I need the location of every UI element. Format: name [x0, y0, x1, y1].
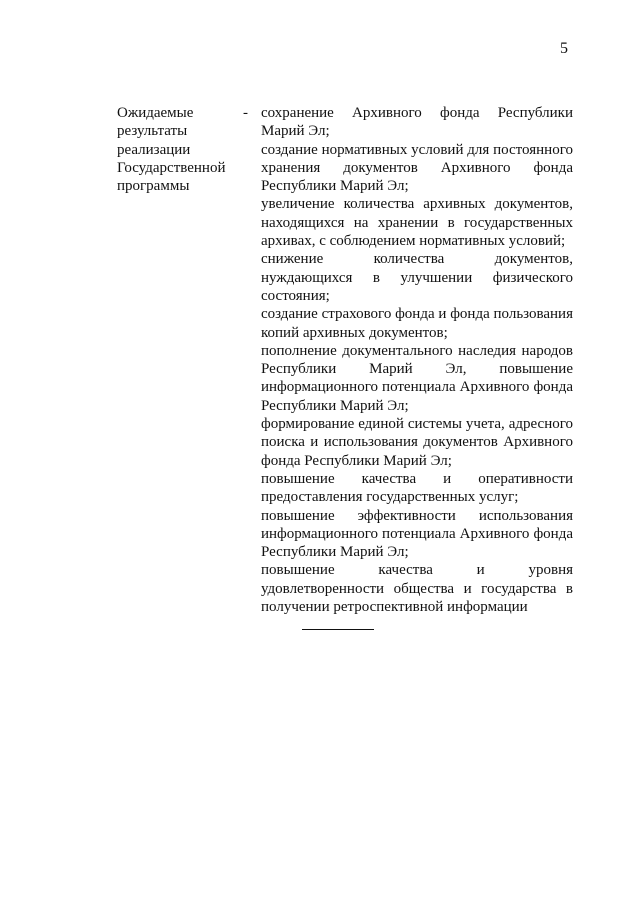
label-line: программы [117, 178, 190, 195]
result-item: увеличение количества архивных документов, находящихся на хранении в государственных архивах, с соблюдением нормативных условий; [261, 196, 573, 250]
result-item: создание страхового фонда и фонда пользования копий архивных документов; [261, 306, 573, 341]
label-line: результаты [117, 123, 188, 140]
result-item: повышение эффективности использования информационного потенциала Архивного фонда Республики Марий Эл; [261, 507, 573, 561]
expected-results-label [117, 104, 237, 195]
page-number: 5 [560, 40, 568, 57]
result-item: формирование единой системы учета, адресного поиска и использования документов Архивного фонда Республики Марий Эл; [261, 416, 573, 469]
expected-results-list [261, 104, 573, 616]
result-item: сохранение Архивного фонда Республики Марий Эл; [261, 105, 573, 140]
result-item: повышение качества и оперативности предоставления государственных услуг; [261, 470, 573, 506]
result-item: повышение качества и уровня удовлетворенности общества и государства в получении ретроспективной информации [261, 562, 573, 616]
result-item: снижение количества документов, нуждающихся в улучшении физического состояния; [261, 251, 573, 304]
result-item: пополнение документального наследия народов Республики Марий Эл, повышение информационного потенциала Архивного фонда Республики Марий Эл; [261, 342, 573, 414]
end-separator-line [302, 629, 374, 630]
result-item: создание нормативных условий для постоянного хранения документов Архивного фонда Республики Марий Эл; [261, 141, 573, 195]
label-line: Ожидаемые [117, 105, 194, 121]
label-line: Государственной [117, 159, 226, 176]
dash-separator: - [243, 105, 248, 121]
label-line: реализации [117, 141, 191, 158]
